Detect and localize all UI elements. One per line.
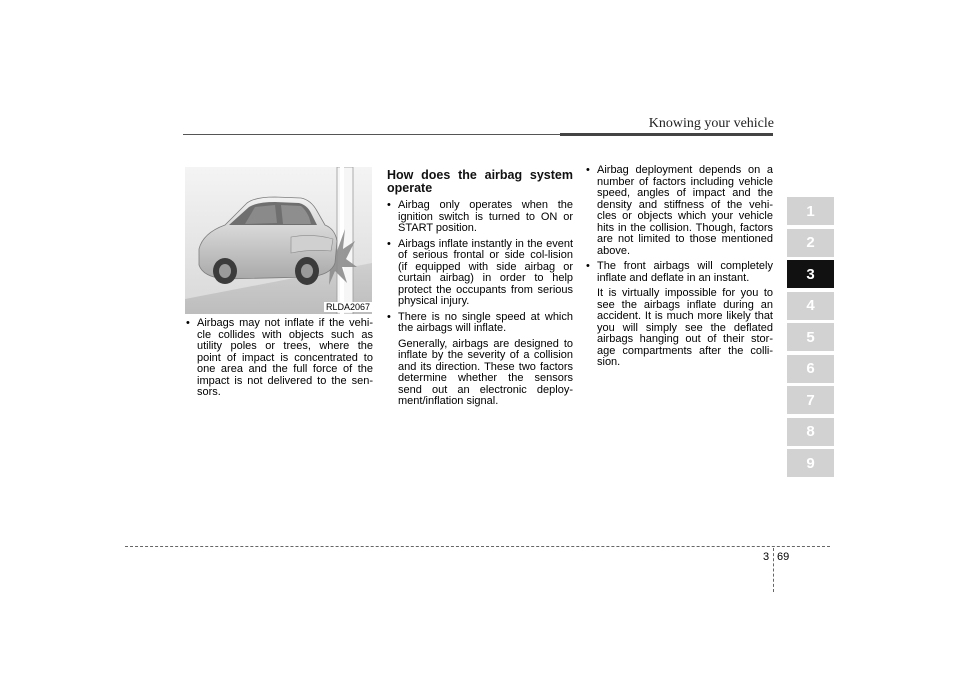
body-paragraph: It is virtually impossible for you to see the airbags inflate during an accident. It is much more likely that you will simply see the deflated airbags hanging out of their stor-age compartments after the colli-sion. xyxy=(597,287,773,368)
chapter-tabs xyxy=(787,197,834,481)
chapter-tab-3[interactable]: 3 xyxy=(787,260,834,288)
bullet-item: • Airbags inflate instantly in the event of serious frontal or side col-lision (if equipped with side airbag or curtain airbag) in order to help protect the occupants from serious physical injury. xyxy=(387,239,573,308)
bullet-item: • Airbag deployment depends on a number of factors including vehicle speed, angles of impact and the density and stiffness of the vehi-cles or objects which your vehicle hits in the collision. Though, factors are not limited to those mentioned above. xyxy=(586,165,773,257)
car-pole-image xyxy=(185,167,372,314)
section-title: Knowing your vehicle xyxy=(648,116,774,131)
section-heading: How does the airbag system operate xyxy=(387,168,573,195)
chapter-tab-5[interactable]: 5 xyxy=(787,323,834,351)
chapter-tab-7[interactable]: 7 xyxy=(787,386,834,414)
bullet-item: • Airbag only operates when the ignition switch is turned to ON or START position. xyxy=(387,200,573,235)
header-rule-accent xyxy=(560,133,773,136)
chapter-tab-8[interactable]: 8 xyxy=(787,418,834,446)
chapter-tab-4[interactable]: 4 xyxy=(787,292,834,320)
chapter-tab-9[interactable]: 9 xyxy=(787,449,834,477)
column-2 xyxy=(387,169,573,412)
footer-rule xyxy=(125,546,830,547)
column-1 xyxy=(186,318,373,403)
body-paragraph: Generally, airbags are designed to inflate by the severity of a collision and its direction. These two factors determine whether the sensors send out an electronic deploy-ment/inflation signal. xyxy=(398,337,573,407)
chapter-tab-2[interactable]: 2 xyxy=(787,229,834,257)
figure-code: RLDA2067 xyxy=(325,302,370,312)
car-collision-illustration xyxy=(185,167,372,314)
footer-chapter-number: 3 xyxy=(763,551,770,563)
chapter-tab-1[interactable]: 1 xyxy=(787,197,834,225)
footer-page-number: 69 xyxy=(777,551,790,563)
column-3 xyxy=(586,165,773,373)
bullet-item: • Airbags may not inflate if the vehi-cle collides with objects such as utility poles or trees, where the point of impact is concentrated to one area and the full force of the impact is not delivered to the sen-sors. xyxy=(186,318,373,399)
chapter-tab-6[interactable]: 6 xyxy=(787,355,834,383)
footer-divider xyxy=(773,548,774,592)
bullet-item: • There is no single speed at which the airbags will inflate. xyxy=(387,312,573,335)
bullet-item: • The front airbags will completely inflate and deflate in an instant. xyxy=(586,261,773,284)
